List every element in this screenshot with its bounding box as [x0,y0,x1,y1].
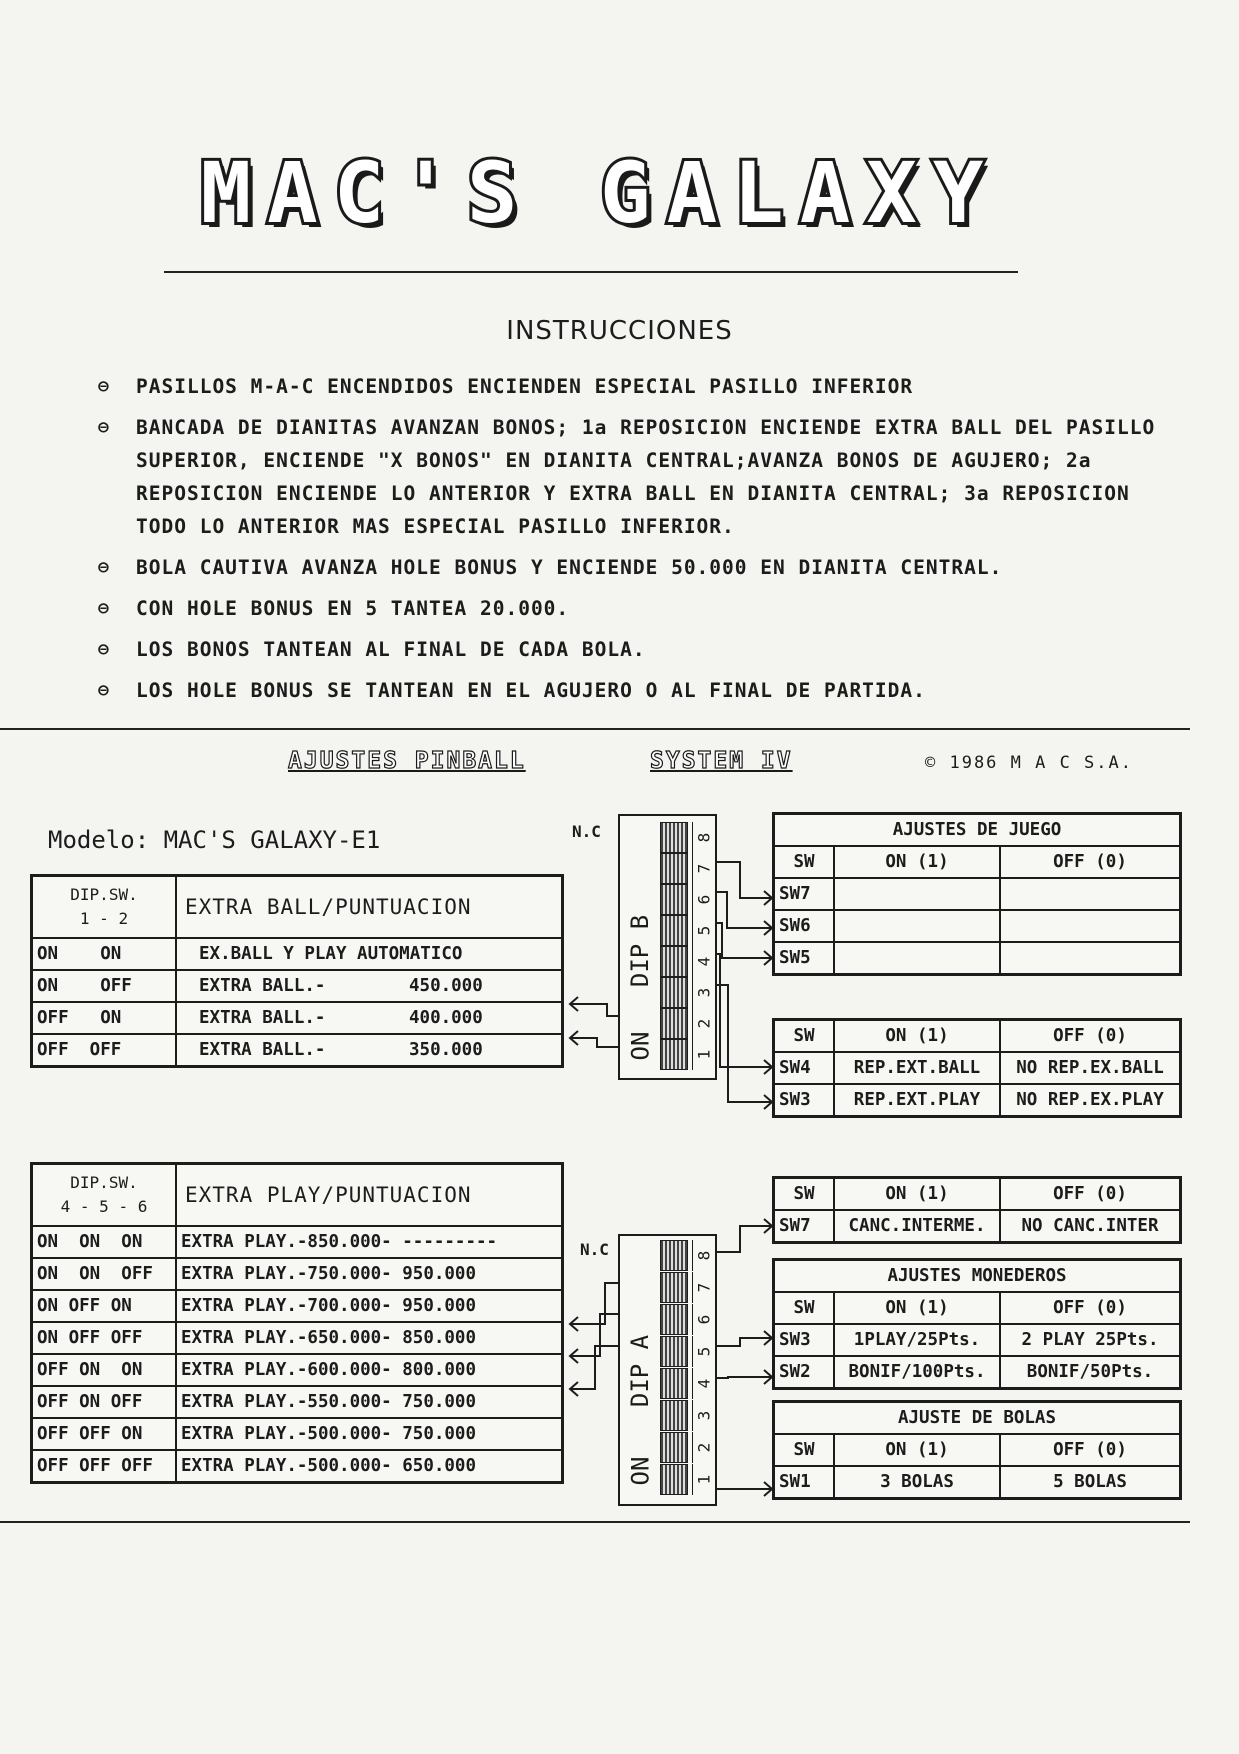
system-title: SYSTEM IV [650,748,793,774]
dip-a-switch-7[interactable] [660,1272,688,1303]
table-row: OFF OFF ON EXTRA PLAY.-500.000- 750.000 [32,1418,563,1450]
table-row: OFF ON OFF EXTRA PLAY.-550.000- 750.000 [32,1386,563,1418]
table-row: SW3 1PLAY/25Pts. 2 PLAY 25Pts. [774,1324,1181,1356]
dip-b-label: DIP B [626,914,654,988]
table-row: ON OFF EXTRA BALL.- 450.000 [32,970,563,1002]
dip-b-switch-1[interactable] [660,1039,688,1070]
list-item: ⊖ BOLA CAUTIVA AVANZA HOLE BONUS Y ENCIENDE 50.000 EN DIANITA CENTRAL. [98,551,1158,584]
table-row: SW3 REP.EXT.PLAY NO REP.EX.PLAY [774,1084,1181,1117]
table-row: ON ON EX.BALL Y PLAY AUTOMATICO [32,938,563,970]
list-item: ⊖ BANCADA DE DIANITAS AVANZAN BONOS; 1a REPOSICION ENCIENDE EXTRA BALL DEL PASILLO SUPERIOR, ENCIENDE "X BONOS" EN DIANITA CENTRAL;AVANZA BONOS DE AGUJERO; 2a REPOSICION ENCIENDE LO ANTERIOR Y EXTRA BALL EN DIANITA CENTRAL; 3a REPOSICION TODO LO ANTERIOR MAS ESPECIAL PASILLO INFERIOR. [98,411,1158,543]
table-header-row: SW ON (1) OFF (0) [774,846,1181,878]
table-row: SW6 [774,910,1181,942]
bullet-icon: ⊖ [98,376,110,397]
extra-ball-header: EXTRA BALL/PUNTUACION [176,876,563,939]
table-title: AJUSTES DE JUEGO [774,814,1181,847]
bullet-icon: ⊖ [98,417,110,438]
bullet-icon: ⊖ [98,598,110,619]
dip-a-label: DIP A [626,1334,654,1408]
table-row: SW5 [774,942,1181,975]
table-row: ON ON OFF EXTRA PLAY.-750.000- 950.000 [32,1258,563,1290]
bullet-icon: ⊖ [98,639,110,660]
dip-b-switch-5[interactable] [660,915,688,946]
dipsw-header: DIP.SW. 1 - 2 [32,876,177,939]
document-title: MAC'S GALAXY [200,143,1000,242]
bullet-icon: ⊖ [98,680,110,701]
dip-b-switch-6[interactable] [660,884,688,915]
table-header-row: SW ON (1) OFF (0) [774,1020,1181,1053]
dip-a-on-label: ON [626,1456,654,1486]
table-row: OFF OFF OFF EXTRA PLAY.-500.000- 650.000 [32,1450,563,1483]
dip-a-switch-1[interactable] [660,1464,688,1495]
list-item: ⊖ LOS HOLE BONUS SE TANTEAN EN EL AGUJERO O AL FINAL DE PARTIDA. [98,674,1158,707]
settings-title: AJUSTES PINBALL [288,748,526,774]
canc-interme-table [772,1176,1182,1244]
extra-play-header: EXTRA PLAY/PUNTUACION [176,1164,563,1227]
dip-a-switch-3[interactable] [660,1400,688,1431]
copyright: © 1986 M A C S.A. [925,753,1133,773]
dip-switch-a: DIP A ON 8 7 6 5 4 3 2 1 [618,1234,717,1506]
table-row: SW1 3 BOLAS 5 BOLAS [774,1466,1181,1499]
table-row: ON OFF OFF EXTRA PLAY.-650.000- 850.000 [32,1322,563,1354]
table-row: SW4 REP.EXT.BALL NO REP.EX.BALL [774,1052,1181,1084]
table-row: SW7 [774,878,1181,910]
model-label: Modelo: MAC'S GALAXY-E1 [48,826,381,854]
bottom-divider [0,1521,1190,1523]
dip-b-nc-label: N.C [572,822,601,841]
list-item: ⊖ LOS BONOS TANTEAN AL FINAL DE CADA BOLA. [98,633,1158,666]
dip-b-switch-7[interactable] [660,853,688,884]
table-row: SW7 CANC.INTERME. NO CANC.INTER [774,1210,1181,1243]
bullet-icon: ⊖ [98,557,110,578]
dip-b-switch-2[interactable] [660,1008,688,1039]
table-row: OFF ON EXTRA BALL.- 400.000 [32,1002,563,1034]
ajustes-juego-table [772,812,1182,976]
table-row: ON OFF ON EXTRA PLAY.-700.000- 950.000 [32,1290,563,1322]
instructions-heading: INSTRUCCIONES [506,316,733,346]
table-header-row: SW ON (1) OFF (0) [774,1292,1181,1324]
table-title: AJUSTES MONEDEROS [774,1260,1181,1293]
list-item: ⊖ CON HOLE BONUS EN 5 TANTEA 20.000. [98,592,1158,625]
dip-b-switch-8[interactable] [660,822,688,853]
dip-a-switch-2[interactable] [660,1432,688,1463]
table-title: AJUSTE DE BOLAS [774,1402,1181,1435]
list-item: ⊖ PASILLOS M-A-C ENCENDIDOS ENCIENDEN ESPECIAL PASILLO INFERIOR [98,370,1158,403]
dipsw-header: DIP.SW. 4 - 5 - 6 [32,1164,177,1227]
table-header-row: SW ON (1) OFF (0) [774,1434,1181,1466]
dip-a-switch-8[interactable] [660,1240,688,1271]
rep-extra-table [772,1018,1182,1118]
ajuste-bolas-table [772,1400,1182,1500]
dip-a-nc-label: N.C [580,1240,609,1259]
ajustes-monederos-table [772,1258,1182,1390]
dip-a-switch-6[interactable] [660,1304,688,1335]
table-row: ON ON ON EXTRA PLAY.-850.000- --------- [32,1226,563,1258]
table-header-row: SW ON (1) OFF (0) [774,1178,1181,1211]
table-row: SW2 BONIF/100Pts. BONIF/50Pts. [774,1356,1181,1389]
table-row: OFF OFF EXTRA BALL.- 350.000 [32,1034,563,1067]
dip-b-on-label: ON [626,1031,654,1061]
dip-switch-b: DIP B ON 8 7 6 5 4 3 2 1 [618,814,717,1080]
dip-a-switch-4[interactable] [660,1368,688,1399]
table-row: OFF ON ON EXTRA PLAY.-600.000- 800.000 [32,1354,563,1386]
dip-a-switch-5[interactable] [660,1336,688,1367]
dip-b-switch-3[interactable] [660,977,688,1008]
dip-b-switch-4[interactable] [660,946,688,977]
